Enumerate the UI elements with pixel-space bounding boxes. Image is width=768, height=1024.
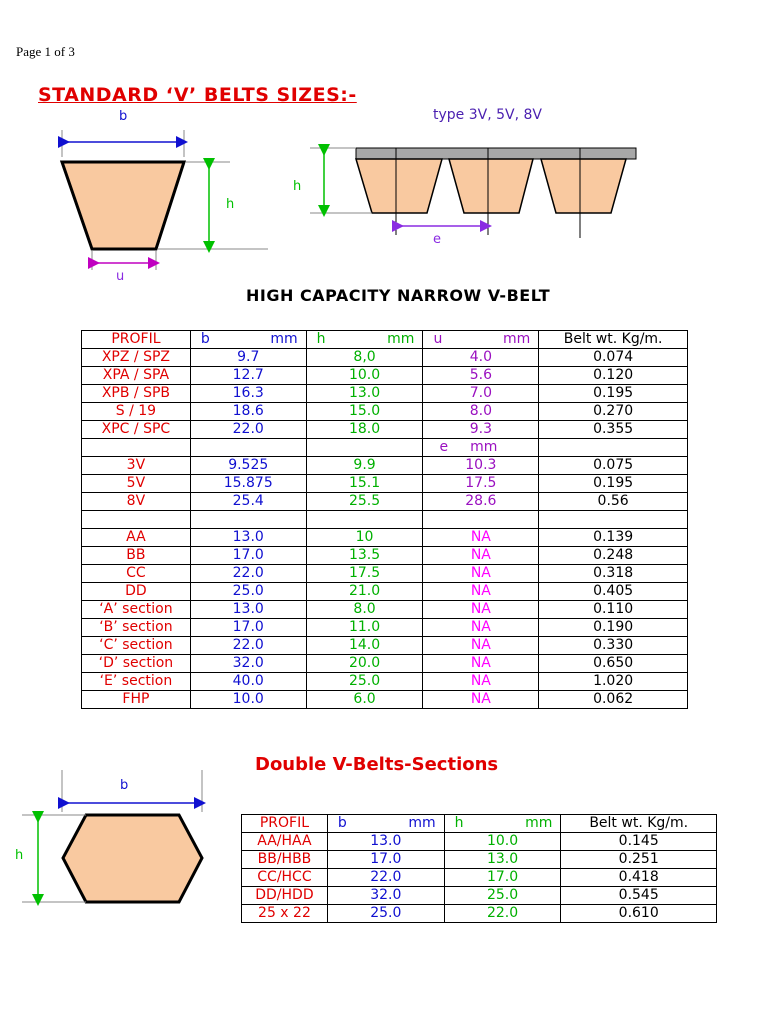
cell-wt: 0.56 (539, 493, 688, 511)
cell-profil: AA (82, 529, 191, 547)
t2-header-h-unit: mm (525, 815, 553, 831)
cell-h: 17.0 (444, 869, 561, 887)
table-row (82, 367, 688, 385)
cell-profil: DD (82, 583, 191, 601)
table-row (82, 565, 688, 583)
cell-u: NA (423, 583, 539, 601)
cell-h: 22.0 (444, 905, 561, 923)
cell-b: 17.0 (327, 851, 444, 869)
cell-h: 25.0 (444, 887, 561, 905)
cell-wt: 0.545 (561, 887, 717, 905)
cell-profil: 8V (82, 493, 191, 511)
table-row (82, 583, 688, 601)
cell-profil: CC/HCC (242, 869, 328, 887)
cell-h: 15.1 (306, 475, 423, 493)
cell-wt: 0.074 (539, 349, 688, 367)
cell-b: 25.0 (190, 583, 306, 601)
cell-h: 10.0 (444, 833, 561, 851)
header-u-unit: mm (502, 331, 531, 347)
cell-h: 17.5 (306, 565, 423, 583)
v-belt-diagram (40, 105, 280, 290)
table-row (242, 851, 717, 869)
t2-header-b-unit: mm (408, 815, 436, 831)
t2-header-profil: PROFIL (242, 815, 328, 833)
cell-u: 8.0 (423, 403, 539, 421)
cell-b: 12.7 (190, 367, 306, 385)
cell-wt: 0.650 (539, 655, 688, 673)
cell-b: 32.0 (190, 655, 306, 673)
cell-h: 9.9 (306, 457, 423, 475)
cell-wt: 0.110 (539, 601, 688, 619)
table-row (242, 869, 717, 887)
cell-u: NA (423, 565, 539, 583)
cell-h: 21.0 (306, 583, 423, 601)
cell-wt: 0.330 (539, 637, 688, 655)
cell-profil: 25 x 22 (242, 905, 328, 923)
double-v-belt-shape (63, 815, 202, 902)
cell-b: 32.0 (327, 887, 444, 905)
cell-profil: XPA / SPA (82, 367, 191, 385)
cell-u: 17.5 (423, 475, 539, 493)
table-header-row (82, 331, 688, 349)
cell-u: 9.3 (423, 421, 539, 439)
cell-wt: 0.195 (539, 385, 688, 403)
cell-profil: DD/HDD (242, 887, 328, 905)
cell-b: 22.0 (190, 421, 306, 439)
table-row (82, 547, 688, 565)
b-label-3: b (120, 778, 129, 793)
cell-u: NA (423, 619, 539, 637)
cell-wt: 0.270 (539, 403, 688, 421)
t2-header-weight: Belt wt. Kg/m. (561, 815, 717, 833)
cell-u: NA (423, 673, 539, 691)
belt-rib-1 (356, 159, 442, 213)
h-label-3: h (15, 848, 24, 863)
cell-h: 13.5 (306, 547, 423, 565)
cell-wt: 0.355 (539, 421, 688, 439)
cell-h: 14.0 (306, 637, 423, 655)
h-label-2: h (293, 179, 302, 194)
type-label: type 3V, 5V, 8V (433, 107, 542, 123)
cell-b: 13.0 (190, 529, 306, 547)
cell-profil: XPZ / SPZ (82, 349, 191, 367)
cell-profil: XPB / SPB (82, 385, 191, 403)
cell-wt: 0.195 (539, 475, 688, 493)
cell-profil: ‘C’ section (82, 637, 191, 655)
table-row (82, 529, 688, 547)
e-label: e (433, 232, 441, 247)
spacer-row (82, 511, 688, 529)
cell-b: 17.0 (190, 619, 306, 637)
table-row (82, 403, 688, 421)
cell-wt: 0.190 (539, 619, 688, 637)
cell-b: 16.3 (190, 385, 306, 403)
header-weight: Belt wt. Kg/m. (539, 331, 688, 349)
narrow-v-belt-table (81, 330, 688, 709)
cell-u: NA (423, 601, 539, 619)
cell-b: 22.0 (190, 637, 306, 655)
cell-b: 13.0 (190, 601, 306, 619)
cell-b: 25.0 (327, 905, 444, 923)
cell-h: 18.0 (306, 421, 423, 439)
cell-h: 8.0 (306, 601, 423, 619)
page-title: STANDARD ‘V’ BELTS SIZES:- (38, 84, 357, 106)
cell-u: NA (423, 691, 539, 709)
cell-b: 22.0 (327, 869, 444, 887)
double-section-heading: Double V-Belts-Sections (255, 754, 499, 775)
cell-b: 13.0 (327, 833, 444, 851)
cell-h: 11.0 (306, 619, 423, 637)
t2-header-h: h (454, 815, 464, 831)
cell-wt: 0.418 (561, 869, 717, 887)
cell-wt: 0.251 (561, 851, 717, 869)
table-row (82, 421, 688, 439)
cell-h: 20.0 (306, 655, 423, 673)
cell-h: 6.0 (306, 691, 423, 709)
table-row (82, 349, 688, 367)
header-h-unit: mm (387, 331, 415, 347)
cell-u: 5.6 (423, 367, 539, 385)
header-h: h (316, 331, 326, 347)
table-row (82, 457, 688, 475)
table1-heading: HIGH CAPACITY NARROW V-BELT (246, 286, 551, 305)
cell-wt: 0.318 (539, 565, 688, 583)
cell-wt: 0.120 (539, 367, 688, 385)
cell-h: 10.0 (306, 367, 423, 385)
cell-h: 25.5 (306, 493, 423, 511)
header-e-unit: mm (470, 439, 498, 455)
cell-u: NA (423, 529, 539, 547)
header-b-unit: mm (270, 331, 298, 347)
cell-h: 15.0 (306, 403, 423, 421)
cell-wt: 0.075 (539, 457, 688, 475)
cell-u: 28.6 (423, 493, 539, 511)
cell-wt: 0.145 (561, 833, 717, 851)
table-row (82, 475, 688, 493)
e-header-row (82, 439, 688, 457)
cell-profil: ‘B’ section (82, 619, 191, 637)
cell-wt: 0.062 (539, 691, 688, 709)
cell-b: 22.0 (190, 565, 306, 583)
cell-profil: ‘A’ section (82, 601, 191, 619)
cell-profil: ‘D’ section (82, 655, 191, 673)
cell-b: 25.4 (190, 493, 306, 511)
table-row (82, 691, 688, 709)
header-u: u (433, 331, 443, 347)
cell-profil: 3V (82, 457, 191, 475)
table-row (242, 887, 717, 905)
table-row (82, 385, 688, 403)
cell-wt: 0.405 (539, 583, 688, 601)
cell-b: 40.0 (190, 673, 306, 691)
cell-wt: 0.248 (539, 547, 688, 565)
belt-rib-2 (449, 159, 533, 213)
cell-b: 17.0 (190, 547, 306, 565)
page-number: Page 1 of 3 (16, 44, 75, 59)
cell-u: NA (423, 547, 539, 565)
cell-profil: XPC / SPC (82, 421, 191, 439)
table-row (82, 619, 688, 637)
header-e: e (439, 439, 449, 455)
cell-b: 10.0 (190, 691, 306, 709)
cell-wt: 1.020 (539, 673, 688, 691)
v-belt-shape (62, 162, 184, 249)
belt-rib-3 (541, 159, 626, 213)
header-profil: PROFIL (82, 331, 191, 349)
cell-u: NA (423, 655, 539, 673)
cell-h: 13.0 (306, 385, 423, 403)
cell-b: 15.875 (190, 475, 306, 493)
table-row (82, 601, 688, 619)
cell-b: 9.7 (190, 349, 306, 367)
cell-profil: 5V (82, 475, 191, 493)
double-v-belt-diagram (10, 760, 220, 910)
cell-profil: AA/HAA (242, 833, 328, 851)
table2-header-row (242, 815, 717, 833)
cell-profil: S / 19 (82, 403, 191, 421)
cell-u: NA (423, 637, 539, 655)
cell-b: 18.6 (190, 403, 306, 421)
cell-profil: BB (82, 547, 191, 565)
narrow-v-belt-diagram (300, 140, 640, 250)
u-label: u (116, 269, 125, 284)
cell-b: 9.525 (190, 457, 306, 475)
b-label: b (119, 109, 128, 124)
cell-profil: FHP (82, 691, 191, 709)
cell-profil: CC (82, 565, 191, 583)
cell-h: 25.0 (306, 673, 423, 691)
cell-u: 7.0 (423, 385, 539, 403)
table-row (82, 655, 688, 673)
table-row (82, 637, 688, 655)
cell-u: 4.0 (423, 349, 539, 367)
cell-u: 10.3 (423, 457, 539, 475)
cell-h: 13.0 (444, 851, 561, 869)
cell-profil: ‘E’ section (82, 673, 191, 691)
t2-header-b: b (337, 815, 347, 831)
cell-profil: BB/HBB (242, 851, 328, 869)
table-row (242, 905, 717, 923)
table-row (242, 833, 717, 851)
cell-h: 8,0 (306, 349, 423, 367)
table-row (82, 493, 688, 511)
double-v-belt-table (241, 814, 717, 923)
table-row (82, 673, 688, 691)
cell-h: 10 (306, 529, 423, 547)
h-label: h (226, 197, 235, 212)
header-b: b (200, 331, 210, 347)
cell-wt: 0.139 (539, 529, 688, 547)
cell-wt: 0.610 (561, 905, 717, 923)
